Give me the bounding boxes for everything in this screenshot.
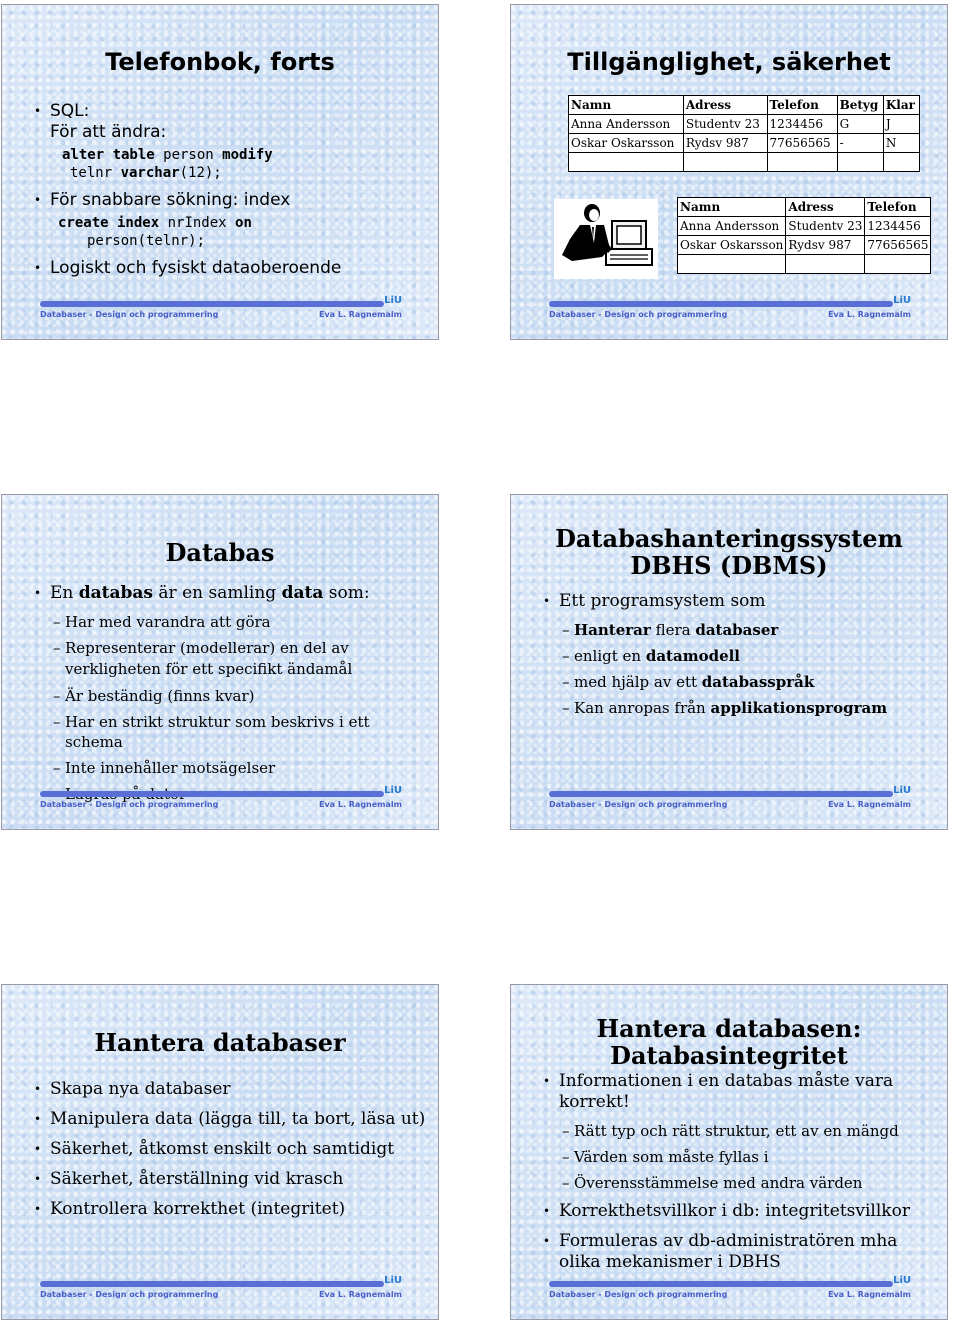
slide-databas — [1, 494, 439, 830]
footer-author: Eva L. Ragnemalm — [827, 800, 911, 809]
footer-course: Databaser - Design och programmering — [40, 1290, 219, 1299]
list-item: – Rätt typ och rätt struktur, ett av en mängd — [543, 1121, 941, 1141]
table-row — [678, 255, 931, 274]
full-table — [568, 95, 920, 172]
slide-footer — [549, 1275, 911, 1300]
list-item: – enligt en datamodell — [543, 646, 937, 666]
bullet-independence: • Logiskt och fysiskt dataoberoende — [34, 258, 428, 279]
footer-course: Databaser - Design och programmering — [40, 310, 219, 319]
bullet-program-system: • Ett programsystem som — [543, 591, 937, 612]
slide-databasintegritet — [510, 984, 948, 1320]
list-item: – Kan anropas från applikationsprogram — [543, 698, 937, 718]
slide-footer — [40, 1275, 402, 1300]
footer-course: Databaser - Design och programmering — [549, 310, 728, 319]
slide-title: Hantera databaser — [94, 1028, 346, 1057]
liu-logo: LiU — [893, 785, 911, 796]
list-item: – Har med varandra att göra — [34, 612, 408, 632]
liu-logo: LiU — [893, 1275, 911, 1286]
footer-bar — [549, 301, 893, 307]
slide-footer — [40, 295, 402, 320]
slide-title: Tillgänglighet, säkerhet — [567, 48, 891, 76]
bullet-definition: • En databas är en samling data som: — [34, 583, 408, 604]
footer-bar — [40, 301, 384, 307]
bullet-sql — [34, 101, 428, 182]
table-header-row: Namn Adress Telefon Betyg Klar — [569, 96, 920, 115]
list-item: • Manipulera data (lägga till, ta bort, läsa ut) — [34, 1109, 428, 1130]
list-item: • Kontrollera korrekthet (integritet) — [34, 1199, 428, 1220]
list-item: – Värden som måste fyllas i — [543, 1147, 941, 1167]
slide-title: Telefonbok, forts — [105, 48, 335, 76]
footer-course: Databaser - Design och programmering — [549, 800, 728, 809]
liu-logo: LiU — [893, 295, 911, 306]
bullet-integrity-constraints: • Korrekthetsvillkor i db: integritetsvillkor — [543, 1201, 941, 1222]
code-alter: alter table person modify — [62, 147, 273, 163]
bullet-list — [543, 1071, 941, 1273]
footer-bar — [40, 1281, 384, 1287]
list-item: • Säkerhet, återställning vid krasch — [34, 1169, 428, 1190]
slide-telefonbok-forts — [1, 4, 439, 340]
slide-footer — [40, 785, 402, 810]
bullet-list — [34, 101, 428, 279]
footer-course: Databaser - Design och programmering — [549, 1290, 728, 1299]
table-row: Anna Andersson Studentv 23 1234456 G J — [569, 115, 920, 134]
list-item: – Representerar (modellerar) en del av verkligheten för ett specifikt ändamål — [34, 638, 408, 680]
table-header-row: Namn Adress Telefon — [678, 198, 931, 217]
title-line-1: Hantera databasen: — [596, 1014, 862, 1043]
public-table — [677, 197, 931, 274]
liu-logo: LiU — [384, 1275, 402, 1286]
sql-description: För att ändra: — [50, 122, 167, 142]
slide-footer — [549, 785, 911, 810]
footer-author: Eva L. Ragnemalm — [318, 1290, 402, 1299]
code-create-index: create index nrIndex on — [58, 215, 252, 231]
table-row: Oskar Oskarsson Rydsv 987 77656565 - N — [569, 134, 920, 153]
list-item: – Hanterar flera databaser — [543, 620, 937, 640]
list-item: – Har en strikt struktur som beskrivs i ett schema — [34, 712, 408, 752]
footer-bar — [40, 791, 384, 797]
person-at-computer-icon — [554, 199, 658, 279]
liu-logo: LiU — [384, 785, 402, 796]
footer-author: Eva L. Ragnemalm — [318, 800, 402, 809]
footer-author: Eva L. Ragnemalm — [827, 1290, 911, 1299]
title-line-1: Databashanteringssystem — [555, 524, 903, 553]
bullet-list — [34, 1079, 428, 1220]
code-modify-column: telnr varchar(12); — [70, 165, 222, 181]
code-index-target: person(telnr); — [87, 233, 206, 249]
liu-logo: LiU — [384, 295, 402, 306]
list-item: – med hjälp av ett databasspråk — [543, 672, 937, 692]
slide-hantera-databaser — [1, 984, 439, 1320]
title-line-2: DBHS (DBMS) — [630, 551, 828, 580]
title-line-2: Databasintegritet — [610, 1041, 848, 1070]
list-item: – Överensstämmelse med andra värden — [543, 1173, 941, 1193]
footer-author: Eva L. Ragnemalm — [318, 310, 402, 319]
bullet-list — [34, 583, 408, 804]
table-row: Oskar Oskarsson Rydsv 987 77656565 — [678, 236, 931, 255]
table-row — [569, 153, 920, 172]
slide-tillganglighet-sakerhet — [510, 4, 948, 340]
bullet-index: • För snabbare sökning: index create index nrIndex on person(telnr); — [34, 190, 428, 250]
sql-label: SQL: — [50, 101, 90, 121]
list-item: • Skapa nya databaser — [34, 1079, 428, 1100]
bullet-correctness: • Informationen i en databas måste vara korrekt! — [543, 1071, 941, 1113]
bullet-list — [543, 591, 937, 718]
slide-title: Databas — [165, 538, 275, 567]
slide-title — [511, 1015, 947, 1069]
footer-course: Databaser - Design och programmering — [40, 800, 219, 809]
slide-footer — [549, 295, 911, 320]
bullet-administrator: • Formuleras av db-administratören mha olika mekanismer i DBHS — [543, 1231, 941, 1273]
list-item: – Inte innehåller motsägelser — [34, 758, 408, 778]
slide-title — [511, 525, 947, 579]
footer-author: Eva L. Ragnemalm — [827, 310, 911, 319]
footer-bar — [549, 1281, 893, 1287]
slide-databashanteringssystem — [510, 494, 948, 830]
list-item: • Säkerhet, åtkomst enskilt och samtidigt — [34, 1139, 428, 1160]
table-row: Anna Andersson Studentv 23 1234456 — [678, 217, 931, 236]
list-item: – Är beständig (finns kvar) — [34, 686, 408, 706]
footer-bar — [549, 791, 893, 797]
